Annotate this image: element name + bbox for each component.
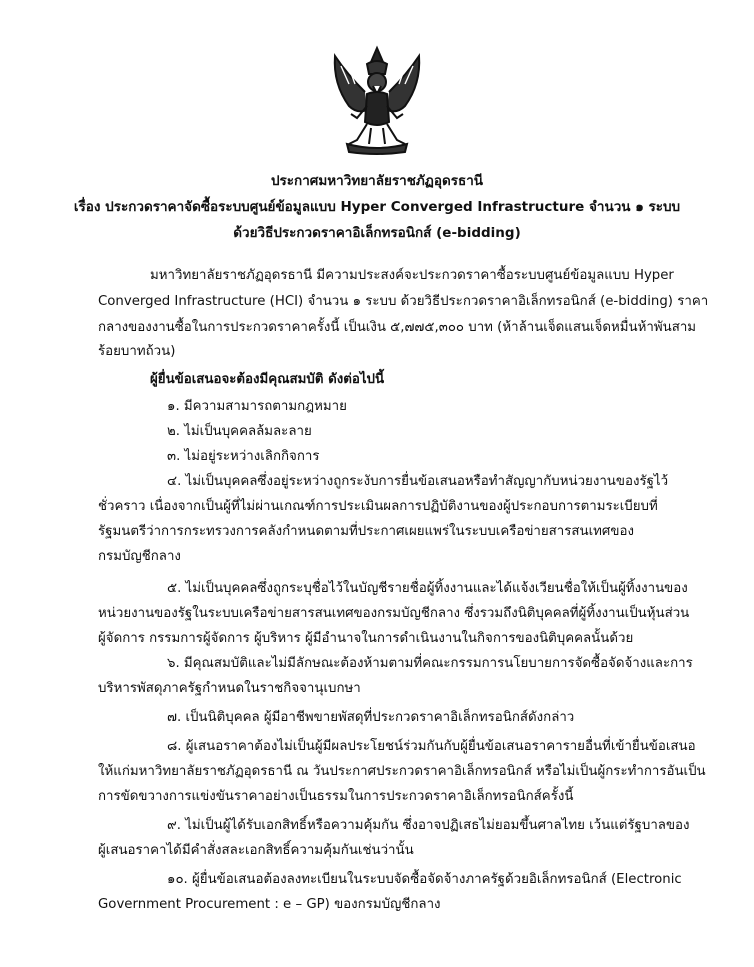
- qualification-item: ๒. ไม่เป็นบุคคลล้มละลาย: [167, 424, 312, 439]
- intro-line-3: กลางของงานซื้อในการประกวดราคาครั้งนี้ เป็นเงิน ๕,๗๗๕,๓๐๐ บาท (ห้าล้านเจ็ดแสนเจ็ดหมื่นห้าพันสาม: [98, 320, 697, 335]
- qualification-item: ๑๐. ผู้ยื่นข้อเสนอต้องลงทะเบียนในระบบจัดซื้อจัดจ้างภาครัฐด้วยอิเล็กทรอนิกส์ (Electronic: [167, 872, 682, 887]
- qualification-item-continued: ผู้เสนอราคาได้มีคำสั่งสละเอกสิทธิ์ความคุ้มกันเช่นว่านั้น: [98, 843, 414, 858]
- qualification-item-continued: ให้แก่มหาวิทยาลัยราชภัฏอุดรธานี ณ วันประกาศประกวดราคาอิเล็กทรอนิกส์ หรือไม่เป็นผู้กระทำการอันเป็น: [98, 764, 706, 779]
- announcement-subject: เรื่อง ประกวดราคาจัดซื้อระบบศูนย์ข้อมูลแบบ Hyper Converged Infrastructure จำนวน ๑ ระบบ: [73, 199, 681, 215]
- intro-line-4: ร้อยบาทถ้วน): [98, 344, 176, 359]
- qualification-item: ๑. มีความสามารถตามกฎหมาย: [167, 399, 347, 414]
- garuda-emblem-icon: [327, 44, 427, 156]
- qualification-item-continued: บริหารพัสดุภาครัฐกำหนดในราชกิจจานุเบกษา: [98, 681, 361, 696]
- qualification-item-continued: การขัดขวางการแข่งขันราคาอย่างเป็นธรรมในการประกวดราคาอิเล็กทรอนิกส์ครั้งนี้: [98, 789, 574, 804]
- qualification-item-continued: Government Procurement : e – GP) ของกรมบัญชีกลาง: [98, 897, 441, 912]
- intro-line-1: มหาวิทยาลัยราชภัฏอุดรธานี มีความประสงค์จะประกวดราคาซื้อระบบศูนย์ข้อมูลแบบ Hyper: [150, 268, 674, 283]
- qualification-item-continued: กรมบัญชีกลาง: [98, 549, 181, 564]
- qualification-item: ๘. ผู้เสนอราคาต้องไม่เป็นผู้มีผลประโยชน์ร่วมกันกับผู้ยื่นข้อเสนอราคารายอื่นที่เข้ายื่นข้อเสนอ: [167, 739, 696, 754]
- qualification-item-continued: ผู้จัดการ กรรมการผู้จัดการ ผู้บริหาร ผู้มีอำนาจในการดำเนินงานในกิจการของนิติบุคคลนั้นด้วย: [98, 631, 634, 646]
- qualification-item-continued: หน่วยงานของรัฐในระบบเครือข่ายสารสนเทศของกรมบัญชีกลาง ซึ่งรวมถึงนิติบุคคลที่ผู้ทิ้งงานเป็นหุ้นส่วน: [98, 606, 690, 621]
- announcement-title: ประกาศมหาวิทยาลัยราชภัฏอุดรธานี: [270, 173, 484, 189]
- qualification-item: ๖. มีคุณสมบัติและไม่มีลักษณะต้องห้ามตามที่คณะกรรมการนโยบายการจัดซื้อจัดจ้างและการ: [167, 656, 693, 671]
- qualification-item: ๙. ไม่เป็นผู้ได้รับเอกสิทธิ์หรือความคุ้มกัน ซึ่งอาจปฏิเสธไม่ยอมขึ้นศาลไทย เว้นแต่รัฐบาลของ: [167, 818, 690, 833]
- qualification-item-continued: รัฐมนตรีว่าการกระทรวงการคลังกำหนดตามที่ประกาศเผยแพร่ในระบบเครือข่ายสารสนเทศของ: [98, 524, 634, 539]
- qualification-item: ๗. เป็นนิติบุคคล ผู้มีอาชีพขายพัสดุที่ประกวดราคาอิเล็กทรอนิกส์ดังกล่าว: [167, 710, 575, 725]
- qualification-item-continued: ชั่วคราว เนื่องจากเป็นผู้ที่ไม่ผ่านเกณฑ์การประเมินผลการปฏิบัติงานของผู้ประกอบการตามระเบียบที่: [98, 499, 658, 514]
- intro-line-2: Converged Infrastructure (HCI) จำนวน ๑ ระบบ ด้วยวิธีประกวดราคาอิเล็กทรอนิกส์ (e-bidding) ราคา: [98, 294, 709, 309]
- qualification-item: ๓. ไม่อยู่ระหว่างเลิกกิจการ: [167, 449, 320, 464]
- qualification-item: ๕. ไม่เป็นบุคคลซึ่งถูกระบุชื่อไว้ในบัญชีรายชื่อผู้ทิ้งงานและได้แจ้งเวียนชื่อให้เป็นผู้ทิ้งงานของ: [167, 581, 688, 596]
- announcement-method: ด้วยวิธีประกวดราคาอิเล็กทรอนิกส์ (e-bidding): [233, 225, 521, 241]
- qualification-item: ๔. ไม่เป็นบุคคลซึ่งอยู่ระหว่างถูกระงับการยื่นข้อเสนอหรือทำสัญญากับหน่วยงานของรัฐไว้: [167, 474, 669, 489]
- qualifications-heading: ผู้ยื่นข้อเสนอจะต้องมีคุณสมบัติ ดังต่อไปนี้: [150, 372, 385, 387]
